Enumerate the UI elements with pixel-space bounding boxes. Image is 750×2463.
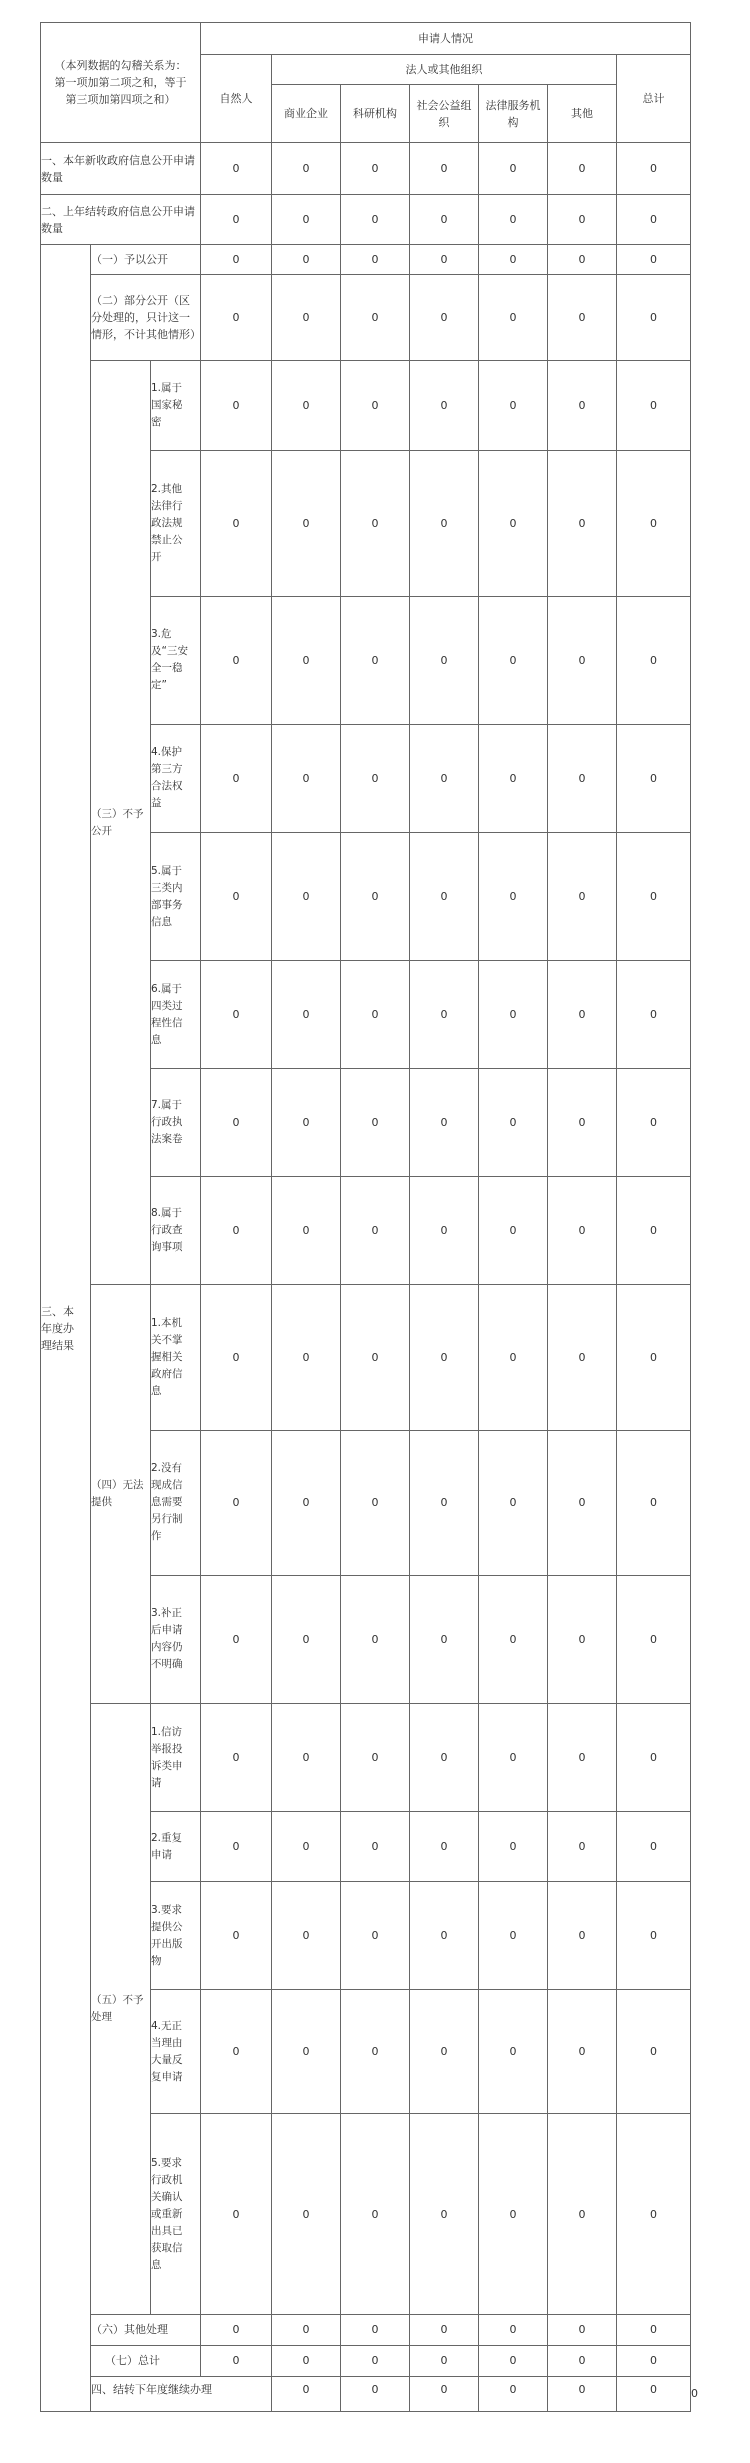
cell-value: 0 [201,1430,272,1575]
cell-value: 0 [272,2376,341,2411]
cell-value: 0 [272,1703,341,1811]
cell-value: 0 [201,2114,272,2314]
results-category-text: 三、本年度办理结果 [41,1304,74,1352]
not-public-text: （三）不予公开 [91,807,144,837]
cell-value: 0 [201,2314,272,2345]
cell-value: 0 [341,2114,410,2314]
cell-value: 0 [341,245,410,275]
cell-value: 0 [341,195,410,245]
cell-value: 0 [617,1882,691,1990]
cell-value: 0 [479,1812,548,1882]
cell-value: 0 [617,2114,691,2314]
nh4-text: 4.无正当理由大量反复申请 [151,2019,183,2083]
cell-value: 0 [479,143,548,195]
cell-value: 0 [479,1069,548,1177]
cell-value: 0 [410,361,479,451]
table-row [41,2314,691,2345]
np8-text: 8.属于行政查询事项 [151,1207,183,1254]
cell-value: 0 [201,361,272,451]
un1-text: 1.本机关不掌握相关政府信息 [151,1317,183,1398]
cell-value: 0 [617,2314,691,2345]
cell-value: 0 [410,1069,479,1177]
cell-value: 0 [410,596,479,724]
cell-value: 0 [201,1575,272,1703]
cell-value: 0 [410,832,479,960]
row-label-carry-next: 四、结转下年度继续办理 [91,2376,272,2411]
cell-value: 0 [479,2314,548,2345]
nh3-text: 3.要求提供公开出版物 [151,1903,183,1967]
table-row [41,1285,691,1430]
cell-value: 0 [341,451,410,596]
cell-value: 0 [341,1177,410,1285]
cell-value: 0 [201,451,272,596]
cell-value: 0 [617,961,691,1069]
cell-value: 0 [201,275,272,361]
row-label-carried-over: 二、上年结转政府信息公开申请数量 [41,195,201,245]
cell-value: 0 [548,275,617,361]
cell-value: 0 [410,245,479,275]
cell-value: 0 [341,1575,410,1703]
cell-value: 0 [548,832,617,960]
cell-value: 0 [548,1285,617,1430]
cell-value: 0 [272,961,341,1069]
cell-value: 0 [410,1177,479,1285]
cell-value: 0 [272,361,341,451]
np7-text: 7.属于行政执法案卷 [151,1099,183,1146]
cell-value: 0 [341,832,410,960]
row-label-nh5 [151,2114,201,2314]
header-research: 科研机构 [341,85,410,143]
cell-value: 0 [410,1990,479,2114]
cell-value: 0 [479,195,548,245]
row-label-un1 [151,1285,201,1430]
cell-value: 0 [548,1177,617,1285]
cell-value: 0 [341,2376,410,2411]
row-label-nh1 [151,1703,201,1811]
table-row [41,143,691,195]
row-label-subtotal: （七）总计 [91,2345,201,2376]
cell-value: 0 [341,361,410,451]
cell-value: 0 [410,1703,479,1811]
cell-value: 0 [341,1812,410,1882]
cell-value: 0 [410,2345,479,2376]
cell-value: 0 [341,275,410,361]
cell-value: 0 [272,451,341,596]
np1-text: 1.属于国家秘密 [151,382,183,429]
np4-text: 4.保护第三方合法权益 [151,746,183,810]
cell-value: 0 [548,1575,617,1703]
table-row [41,1703,691,1811]
header-commercial: 商业企业 [272,85,341,143]
cell-value: 0 [548,143,617,195]
cell-value: 0 [548,245,617,275]
cell-value: 0 [201,1177,272,1285]
cell-value: 0 [617,143,691,195]
cell-value: 0 [341,1882,410,1990]
cell-value: 0 [617,1703,691,1811]
cell-value: 0 [548,596,617,724]
row-label-nh4 [151,1990,201,2114]
cell-value: 0 [548,361,617,451]
cell-value: 0 [479,961,548,1069]
cell-value: 0 [272,1882,341,1990]
row-label-un2 [151,1430,201,1575]
header-note [41,23,201,143]
cell-value: 0 [617,2376,691,2411]
cell-value: 0 [479,724,548,832]
cell-value: 0 [201,143,272,195]
unable-text: （四）无法提供 [91,1479,144,1509]
cell-value: 0 [479,1285,548,1430]
not-handled-text: （五）不予处理 [91,1993,144,2023]
cell-value: 0 [272,2114,341,2314]
nh2-text: 2.重复申请 [151,1831,183,1861]
cell-value: 0 [272,1575,341,1703]
row-label-nh3 [151,1882,201,1990]
cell-value: 0 [410,2114,479,2314]
cell-value: 0 [272,143,341,195]
cell-value: 0 [341,2345,410,2376]
row-label-nh2 [151,1812,201,1882]
cell-value: 0 [548,1882,617,1990]
cell-value: 0 [272,195,341,245]
cell-value: 0 [272,1430,341,1575]
cell-value: 0 [479,1430,548,1575]
row-label-np6 [151,961,201,1069]
row-label-not-handled [91,1703,151,2314]
row-label-results-category [41,245,91,2412]
cell-value: 0 [201,961,272,1069]
cell-value: 0 [201,596,272,724]
cell-value: 0 [617,724,691,832]
cell-value: 0 [341,1703,410,1811]
cell-value: 0 [479,451,548,596]
cell-value: 0 [617,195,691,245]
cell-value: 0 [201,832,272,960]
cell-value: 0 [201,245,272,275]
cell-value: 0 [548,2314,617,2345]
cell-value: 0 [548,1990,617,2114]
row-label-unable [91,1285,151,1704]
cell-value: 0 [617,451,691,596]
cell-value: 0 [479,1882,548,1990]
cell-value: 0 [201,1812,272,1882]
cell-value: 0 [548,2376,617,2411]
row-label-np2 [151,451,201,596]
nh1-text: 1.信访举报投诉类申请 [151,1725,183,1789]
cell-value: 0 [548,2345,617,2376]
cell-value: 0 [201,724,272,832]
cell-value: 0 [410,1882,479,1990]
cell-value: 0 [548,195,617,245]
row-label-other-handling: （六）其他处理 [91,2314,201,2345]
cell-value: 0 [617,1812,691,1882]
disclosure-statistics-table [40,22,699,2412]
cell-value: 0 [272,1177,341,1285]
np6-text: 6.属于四类过程性信息 [151,982,183,1046]
cell-value: 0 [272,2345,341,2376]
cell-value: 0 [548,1703,617,1811]
cell-value: 0 [272,832,341,960]
header-legal-service: 法律服务机构 [479,85,548,143]
cell-value: 0 [201,195,272,245]
row-label-np3 [151,596,201,724]
cell-value: 0 [410,451,479,596]
cell-value: 0 [272,724,341,832]
cell-value: 0 [410,1575,479,1703]
cell-value: 0 [341,1285,410,1430]
un2-text: 2.没有现成信息需要另行制作 [151,1462,183,1543]
cell-value: 0 [479,2376,548,2411]
cell-value: 0 [341,724,410,832]
cell-value: 0 [341,1069,410,1177]
cell-value: 0 [410,961,479,1069]
cell-value: 0 [617,1177,691,1285]
row-label-np7 [151,1069,201,1177]
cell-value: 0 [410,2314,479,2345]
cell-value: 0 [341,1430,410,1575]
np3-text: 3.危及“三安全一稳定” [151,628,188,692]
un3-text: 3.补正后申请内容仍不明确 [151,1607,183,1671]
row-label-np4 [151,724,201,832]
cell-value: 0 [341,1990,410,2114]
np5-text: 5.属于三类内部事务信息 [151,864,183,928]
cell-value: 0 [341,143,410,195]
row-label-np1 [151,361,201,451]
cell-value: 0 [548,1812,617,1882]
cell-value: 0 [479,275,548,361]
cell-value: 0 [201,1069,272,1177]
cell-value: 0 [617,1430,691,1575]
np2-text: 2.其他法律行政法规禁止公开 [151,483,183,564]
cell-value: 0 [617,596,691,724]
cell-value: 0 [410,1285,479,1430]
cell-value: 0 [410,724,479,832]
cell-value: 0 [617,1990,691,2114]
table-row: 四、结转下年度继续办理 0 0 0 0 0 0 0 [41,2376,691,2411]
cell-value: 0 [272,275,341,361]
cell-value: 0 [201,2345,272,2376]
cell-value: 0 [272,2314,341,2345]
cell-value: 0 [410,143,479,195]
table-row [41,195,691,245]
cell-value: 0 [341,2314,410,2345]
cell-value: 0 [201,1990,272,2114]
table-row [41,361,691,451]
cell-value: 0 [479,2114,548,2314]
header-other: 其他 [548,85,617,143]
table-row [41,2345,691,2376]
cell-value: 0 [201,1285,272,1430]
cell-value: 0 [479,245,548,275]
cell-value: 0 [410,275,479,361]
cell-value: 0 [201,1703,272,1811]
cell-value: 0 [617,1285,691,1430]
cell-value: 0 [479,832,548,960]
header-note-text: （本列数据的勾稽关系为：第一项加第二项之和，等于第三项加第四项之和） [54,59,187,107]
cell-value: 0 [479,1990,548,2114]
cell-value: 0 [548,961,617,1069]
cell-value: 0 [617,245,691,275]
row-label-np8 [151,1177,201,1285]
table-row [41,275,691,361]
row-label-partial: （二）部分公开（区分处理的，只计这一情形，不计其他情形） [91,275,201,361]
cell-value: 0 [272,1990,341,2114]
header-applicant-situation: 申请人情况 [201,23,691,55]
cell-value: 0 [479,1575,548,1703]
cell-value: 0 [617,1575,691,1703]
cell-value: 0 [617,2345,691,2376]
header-social: 社会公益组织 [410,85,479,143]
row-label-public: （一）予以公开 [91,245,201,275]
cell-value: 0 [617,832,691,960]
cell-value: 0 [272,1285,341,1430]
cell-value: 0 [201,1882,272,1990]
cell-value: 0 [548,451,617,596]
cell-value: 0 [479,1703,548,1811]
nh5-text: 5.要求行政机关确认或重新出具已获取信息 [151,2156,183,2271]
table-row [41,245,691,275]
cell-value: 0 [479,1177,548,1285]
cell-value: 0 [479,2345,548,2376]
cell-value: 0 [617,275,691,361]
cell-value: 0 [410,1812,479,1882]
cell-value: 0 [272,1069,341,1177]
cell-value: 0 [410,1430,479,1575]
cell-value: 0 [410,195,479,245]
cell-value: 0 [410,2376,479,2411]
cell-value: 0 [548,724,617,832]
cell-value: 0 [617,361,691,451]
row-label-not-public [91,361,151,1285]
cell-value: 0 [617,1069,691,1177]
cell-value: 0 [272,1812,341,1882]
header-natural-person: 自然人 [201,55,272,143]
cell-value: 0 [479,361,548,451]
cell-value: 0 [548,2114,617,2314]
cell-value: 0 [479,596,548,724]
header-legal-group: 法人或其他组织 [272,55,617,85]
cell-value: 0 [548,1430,617,1575]
header-total: 总计 [617,55,691,143]
row-label-un3 [151,1575,201,1703]
row-label-new-requests: 一、本年新收政府信息公开申请数量 [41,143,201,195]
cell-value: 0 [272,596,341,724]
cell-value: 0 [341,961,410,1069]
cell-value: 0 [272,245,341,275]
cell-value: 0 [341,596,410,724]
cell-value: 0 [548,1069,617,1177]
row-label-np5 [151,832,201,960]
